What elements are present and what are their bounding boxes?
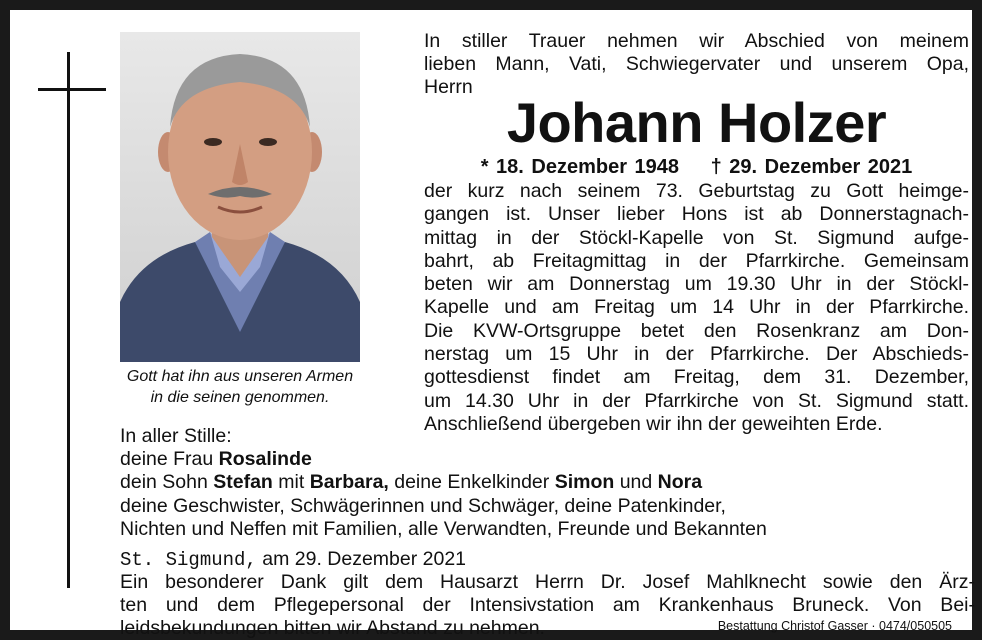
son-with: mit xyxy=(272,471,310,494)
body-line: mittag in der Stöckl-Kapelle von St. Sigmund aufge- xyxy=(424,226,969,249)
intro-line: lieben Mann, Vati, Schwiegervater und unserem Opa, xyxy=(424,53,969,75)
body-line: Anschließend übergeben wir ihn der geweihten Erde. xyxy=(424,412,883,435)
thanks-line: ten und dem Pflegepersonal der Intensivstation am Krankenhaus Bruneck. Von Bei- xyxy=(120,594,975,616)
body-line: bahrt, ab Freitagmittag in der Pfarrkirche. Gemeinsam xyxy=(424,249,969,272)
son-prefix: dein Sohn xyxy=(120,471,214,494)
body-line: beten wir am Donnerstag um 19.30 Uhr in der Stöckl- xyxy=(424,273,969,296)
thanks-line: Ein besonderer Dank gilt dem Hausarzt Herrn Dr. Josef Mahlknecht sowie den Ärz- xyxy=(120,571,975,593)
wife-name: Rosalinde xyxy=(218,448,312,471)
mourners-relatives-line: Nichten und Neffen mit Familien, alle Verwandten, Freunde und Bekannten xyxy=(120,517,767,540)
daughter-in-law-name: Barbara, xyxy=(309,471,389,494)
body-line: nerstag um 15 Uhr in der Pfarrkirche. Der Abschieds- xyxy=(424,343,969,366)
photo-caption xyxy=(110,366,370,408)
body-line: Kapelle und am Freitag um 14 Uhr in der Pfarrkirche. xyxy=(424,296,969,319)
obituary-body xyxy=(424,180,969,436)
wife-prefix: deine Frau xyxy=(120,448,219,471)
son-name: Stefan xyxy=(213,471,273,494)
portrait-photo xyxy=(120,32,360,362)
cross-icon-bar xyxy=(38,88,106,91)
cross-icon xyxy=(67,52,70,588)
body-line: gottesdienst findet am Freitag, dem 31. Dezember, xyxy=(424,366,969,389)
mourners-list xyxy=(120,425,980,541)
intro-line: In stiller Trauer nehmen wir Abschied von meinem xyxy=(424,30,969,52)
grandchild-name-2: Nora xyxy=(657,471,703,494)
body-line: gangen ist. Unser lieber Hons ist ab Donnerstagnach- xyxy=(424,203,969,226)
life-dates xyxy=(424,155,969,179)
caption-line: in die seinen genommen. xyxy=(150,389,330,406)
birth-date: * 18. Dezember 1948 xyxy=(480,156,680,178)
body-line: der kurz nach seinem 73. Geburtstag zu Gott heimge- xyxy=(424,180,969,202)
grandchild-name-1: Simon xyxy=(554,471,615,494)
funeral-home-credit: Bestattung Christof Gasser · 0474/050505 xyxy=(717,619,952,633)
place-name: St. Sigmund, xyxy=(120,549,257,571)
body-line: um 14.30 Uhr in der Pfarrkirche von St. Sigmund statt. xyxy=(424,389,969,412)
place-date xyxy=(120,548,466,572)
mourners-wife-line xyxy=(120,448,980,471)
thanks-line: leidsbekundungen bitten wir Abstand zu nehmen. xyxy=(120,617,545,639)
death-date: † 29. Dezember 2021 xyxy=(710,156,913,178)
intro-line: Herrn xyxy=(424,76,473,98)
grandchildren-prefix: deine Enkelkinder xyxy=(388,471,555,494)
deceased-name: Johann Holzer xyxy=(506,91,887,154)
and-word: und xyxy=(614,471,658,494)
place-date-text: am 29. Dezember 2021 xyxy=(256,548,467,570)
mourners-siblings-line: deine Geschwister, Schwägerinnen und Schwäger, deine Patenkinder, xyxy=(120,494,726,517)
body-line: Die KVW-Ortsgruppe betet den Rosenkranz am Don- xyxy=(424,319,969,342)
mourners-heading: In aller Stille: xyxy=(120,425,232,447)
intro-text xyxy=(424,30,969,99)
caption-line: Gott hat ihn aus unseren Armen xyxy=(126,368,354,385)
mourners-children-line xyxy=(120,471,980,494)
